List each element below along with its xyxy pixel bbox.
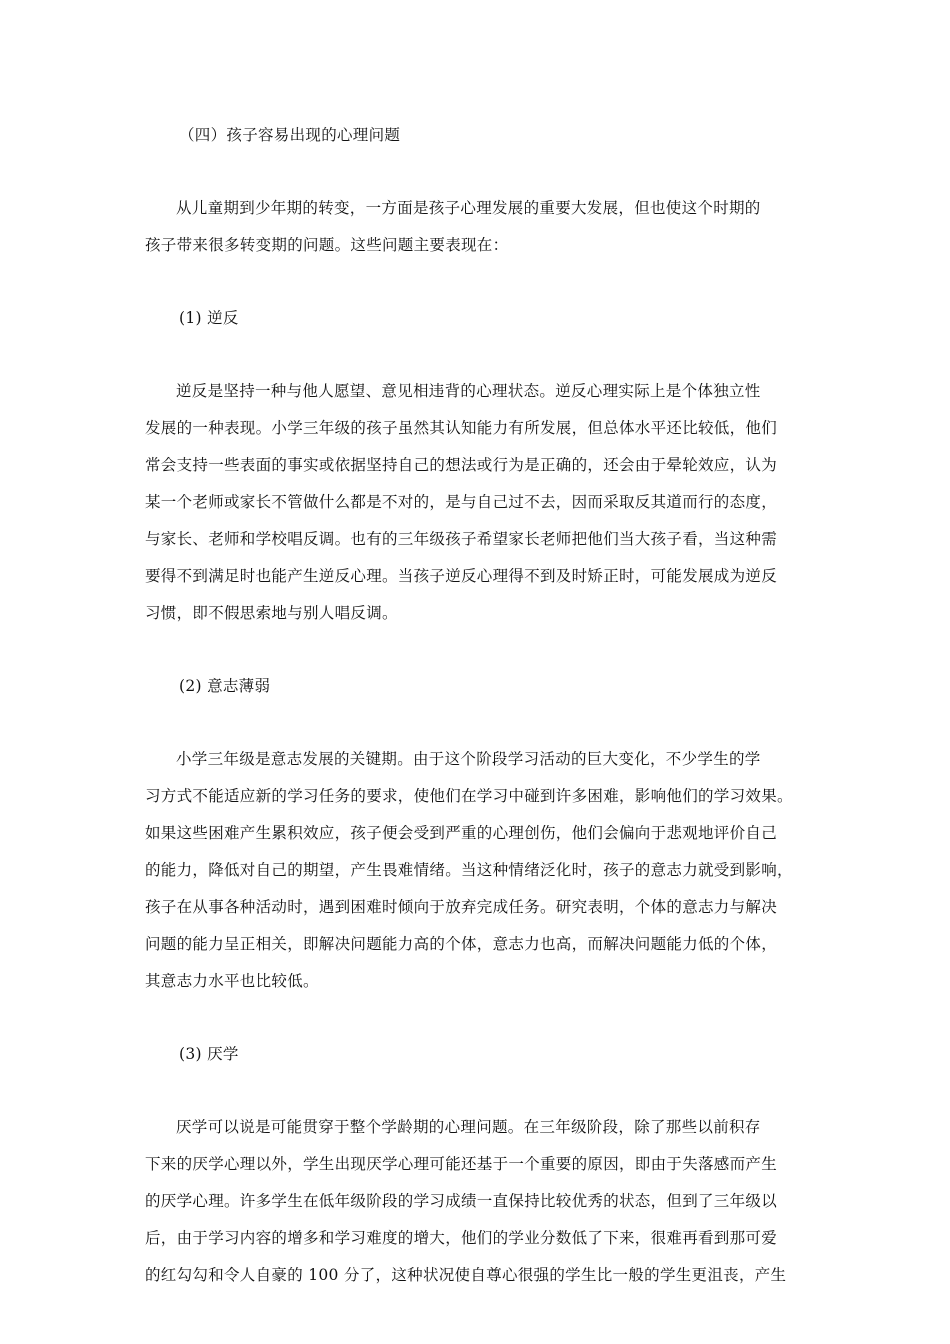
paragraph-rebellion — [145, 373, 805, 632]
paragraph-line: 某一个老师或家长不管做什么都是不对的，是与自己过不去，因而采取反其道而行的态度， — [145, 493, 778, 511]
item-heading-rebellion: (1) 逆反 — [179, 309, 239, 327]
spacer — [145, 1073, 805, 1109]
spacer — [145, 1000, 805, 1036]
paragraph-line: 问题的能力呈正相关，即解决问题能力高的个体，意志力也高，而解决问题能力低的个体， — [145, 935, 778, 953]
paragraph-line: 孩子在从事各种活动时，遇到困难时倾向于放弃完成任务。研究表明，个体的意志力与解决 — [145, 898, 778, 916]
item-heading-weak-will: (2) 意志薄弱 — [179, 677, 271, 695]
paragraph-line: 从儿童期到少年期的转变，一方面是孩子心理发展的重要大发展，但也使这个时期的 — [176, 199, 761, 217]
paragraph-line: 孩子带来很多转变期的问题。这些问题主要表现在： — [145, 236, 509, 254]
document-body — [145, 117, 805, 1294]
paragraph-school-aversion — [145, 1109, 805, 1294]
paragraph-weak-will — [145, 741, 805, 1000]
paragraph-line: 下来的厌学心理以外，学生出现厌学心理可能还基于一个重要的原因，即由于失落感而产生 — [145, 1155, 778, 1173]
paragraph-line: 的厌学心理。许多学生在低年级阶段的学习成绩一直保持比较优秀的状态，但到了三年级以 — [145, 1192, 778, 1210]
item-heading-school-aversion: (3) 厌学 — [179, 1045, 239, 1063]
spacer — [145, 264, 805, 300]
spacer — [145, 632, 805, 668]
paragraph-line: 常会支持一些表面的事实或依据坚持自己的想法或行为是正确的，还会由于晕轮效应，认为 — [145, 456, 778, 474]
paragraph-line: 的红勾勾和令人自豪的 100 分了，这种状况使自尊心很强的学生比一般的学生更沮丧，产生 — [145, 1266, 787, 1284]
paragraph-line: 后，由于学习内容的增多和学习难度的增大，他们的学业分数低了下来，很难再看到那可爱 — [145, 1229, 778, 1247]
paragraph-line: 与家长、老师和学校唱反调。也有的三年级孩子希望家长老师把他们当大孩子看，当这种需 — [145, 530, 778, 548]
paragraph-line: 的能力，降低对自己的期望，产生畏难情绪。当这种情绪泛化时，孩子的意志力就受到影响， — [145, 861, 793, 879]
section-heading: （四）孩子容易出现的心理问题 — [179, 126, 401, 144]
intro-paragraph — [145, 190, 805, 264]
spacer — [145, 705, 805, 741]
paragraph-line: 小学三年级是意志发展的关键期。由于这个阶段学习活动的巨大变化，不少学生的学 — [176, 750, 761, 768]
paragraph-line: 要得不到满足时也能产生逆反心理。当孩子逆反心理得不到及时矫正时，可能发展成为逆反 — [145, 567, 778, 585]
spacer — [145, 337, 805, 373]
paragraph-line: 逆反是坚持一种与他人愿望、意见相违背的心理状态。逆反心理实际上是个体独立性 — [176, 382, 761, 400]
paragraph-line: 如果这些困难产生累积效应，孩子便会受到严重的心理创伤，他们会偏向于悲观地评价自己 — [145, 824, 778, 842]
paragraph-line: 厌学可以说是可能贯穿于整个学龄期的心理问题。在三年级阶段，除了那些以前积存 — [176, 1118, 761, 1136]
paragraph-line: 习惯，即不假思索地与别人唱反调。 — [145, 604, 398, 622]
paragraph-line: 习方式不能适应新的学习任务的要求，使他们在学习中碰到许多困难，影响他们的学习效果。 — [145, 787, 793, 805]
paragraph-line: 发展的一种表现。小学三年级的孩子虽然其认知能力有所发展，但总体水平还比较低，他们 — [145, 419, 778, 437]
spacer — [145, 154, 805, 190]
paragraph-line: 其意志力水平也比较低。 — [145, 972, 319, 990]
